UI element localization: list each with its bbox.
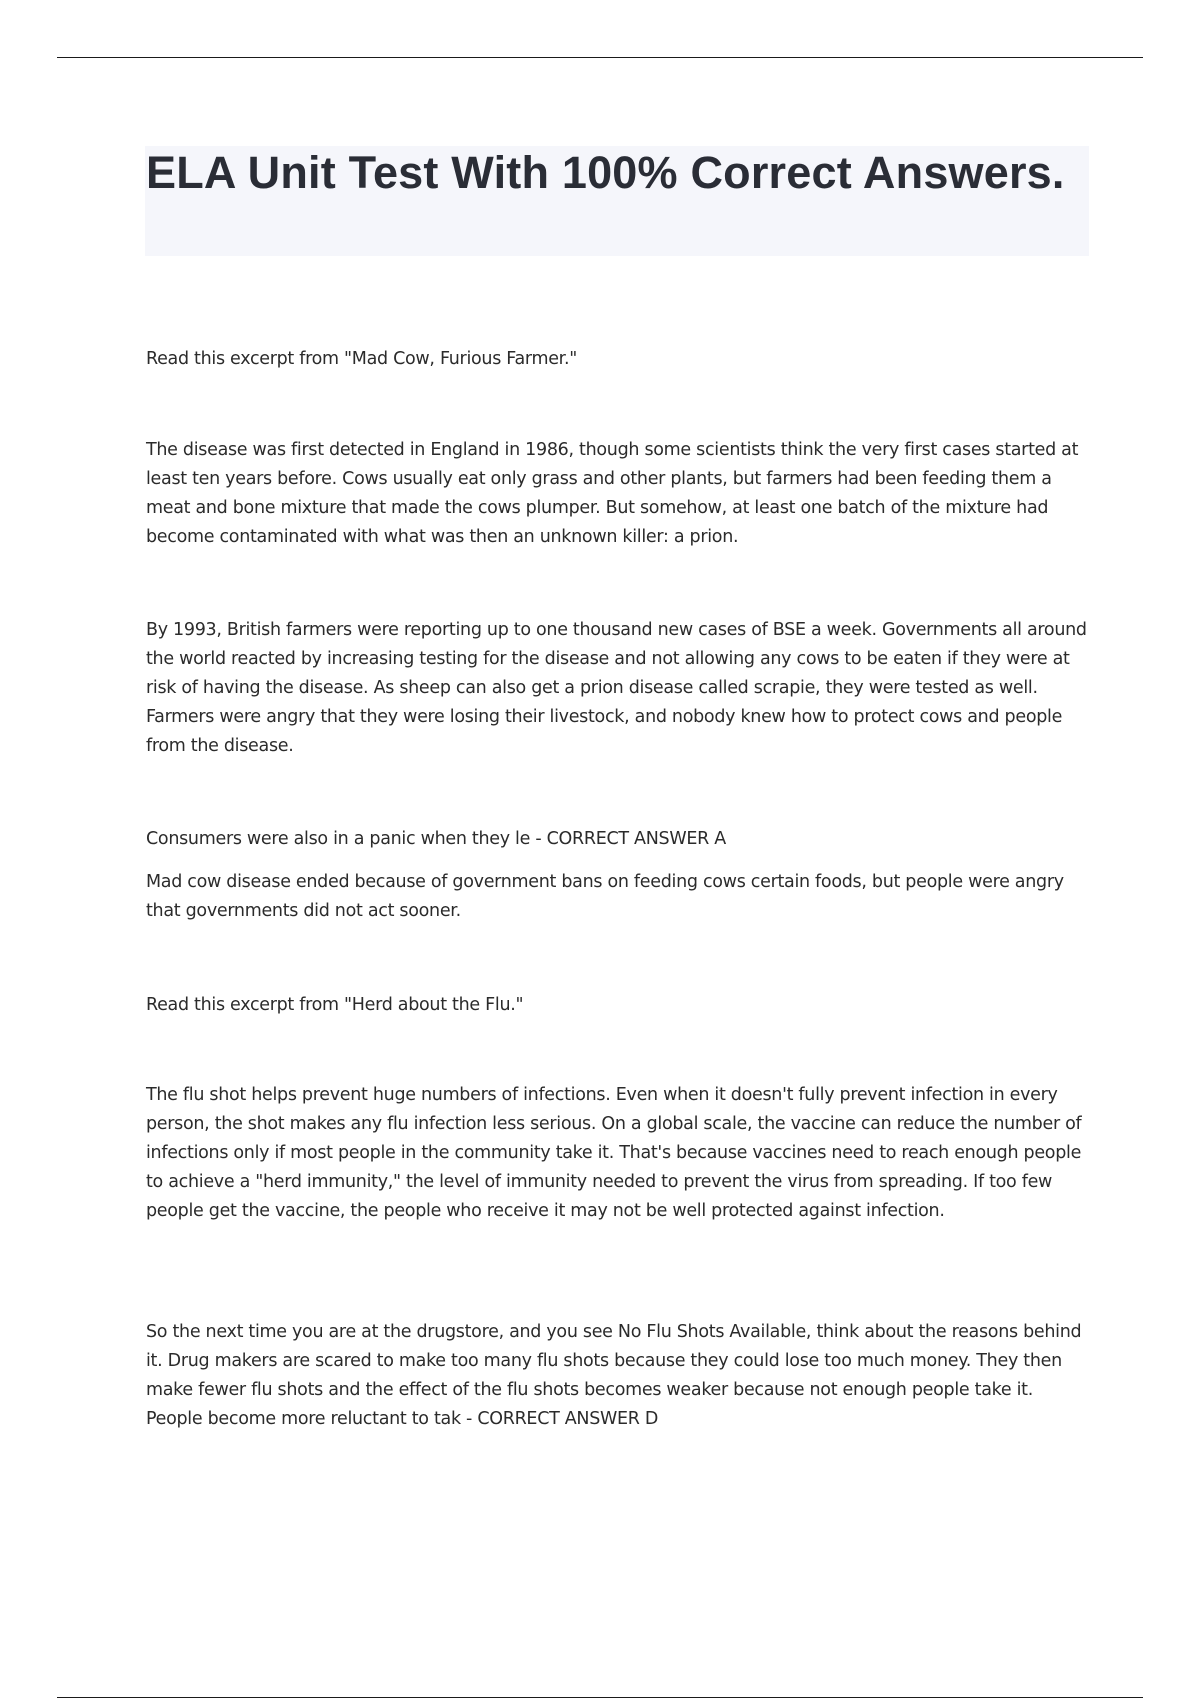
question-2-excerpt-paragraph-2: So the next time you are at the drugstore, and you see No Flu Shots Available, think about the reasons behind it. Drug makers are scared to make too many flu shots because they could lose too much money. They then make fewer flu shots and the effect of the flu shots becomes weaker because not enough people take it. People become more reluctant to tak - CORRECT ANSWER D [146, 1322, 1082, 1429]
question-1-answer-text: Mad cow disease ended because of government bans on feeding cows certain foods, but people were angry that governments did not act sooner. [146, 872, 1064, 921]
question-1-excerpt-paragraph-1: The disease was first detected in England in 1986, though some scientists think the very first cases started at least ten years before. Cows usually eat only grass and other plants, but farmers had been feeding them a meat and bone mixture that made the cows plumper. But somehow, at least one batch of the mixture had become contaminated with what was then an unknown killer: a prion. [146, 440, 1079, 547]
footer-rule [57, 1697, 1143, 1698]
question-1-prompt: Read this excerpt from "Mad Cow, Furious Farmer." [146, 349, 577, 369]
header-rule [57, 57, 1143, 58]
document-title: ELA Unit Test With 100% Correct Answers. [146, 147, 1065, 198]
question-2-excerpt-paragraph-1: The flu shot helps prevent huge numbers of infections. Even when it doesn't fully prevent infection in every person, the shot makes any flu infection less serious. On a global scale, the vaccine can reduce the number of infections only if most people in the community take it. That's because vaccines need to reach enough people to achieve a "herd immunity," the level of immunity needed to prevent the virus from spreading. If too few people get the vaccine, the people who receive it may not be well protected against infection. [146, 1085, 1082, 1221]
question-1-answer: Consumers were also in a panic when they le - CORRECT ANSWER A [146, 829, 726, 849]
question-2-prompt: Read this excerpt from "Herd about the Flu." [146, 995, 524, 1015]
question-1-excerpt-paragraph-2: By 1993, British farmers were reporting up to one thousand new cases of BSE a week. Governments all around the world reacted by increasing testing for the disease and not allowing any cows to be eaten if they were at risk of having the disease. As sheep can also get a prion disease called scrapie, they were tested as well. Farmers were angry that they were losing their livestock, and nobody knew how to protect cows and people from the disease. [146, 620, 1087, 756]
